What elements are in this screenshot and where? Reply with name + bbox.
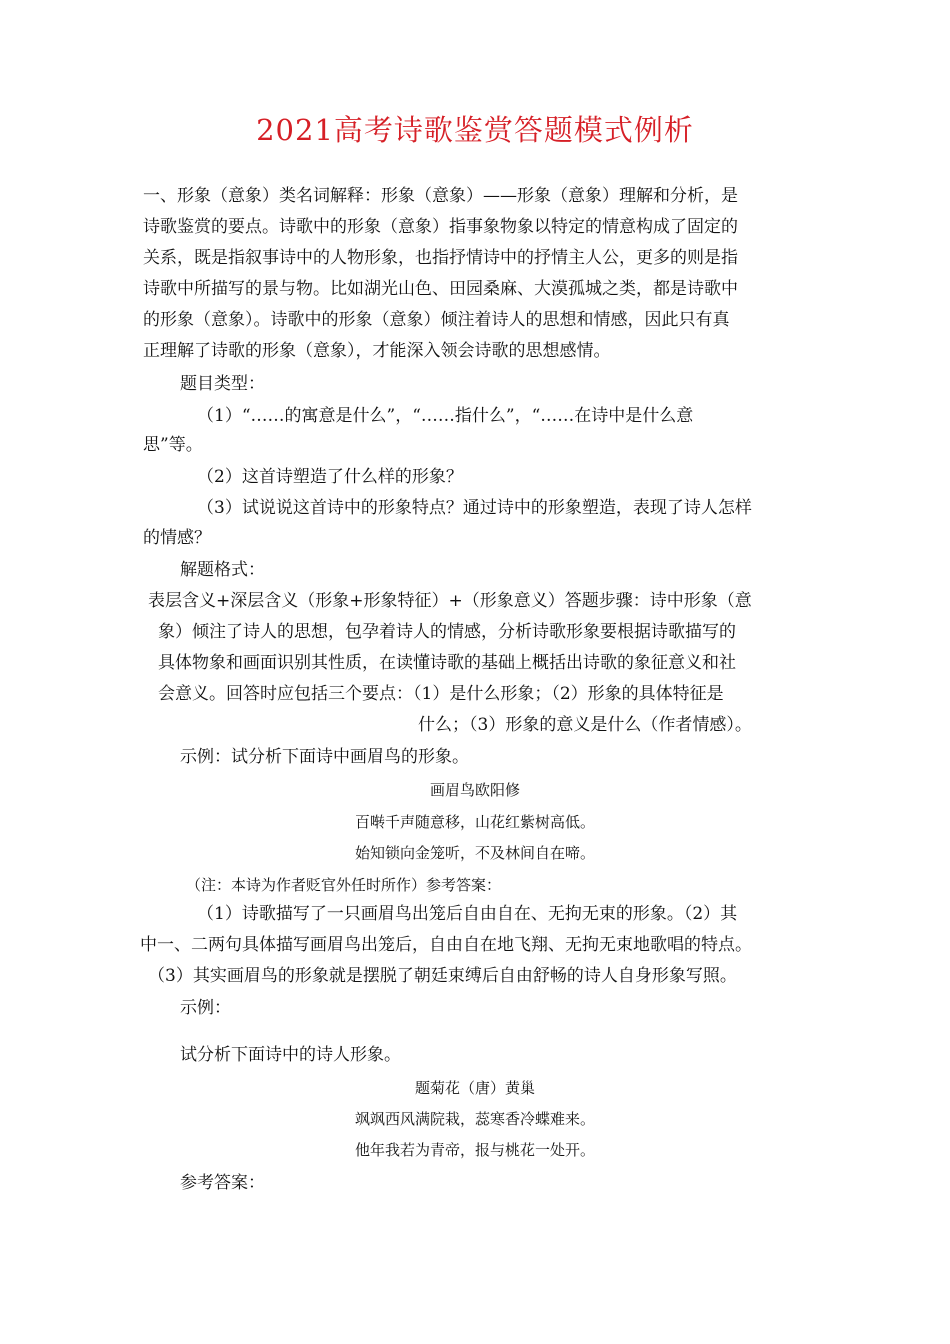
intro-line-6: 正理解了诗歌的形象（意象），才能深入领会诗歌的思想感情。	[143, 341, 611, 361]
question-3-line-1: （3）试说说这首诗中的形象特点？通过诗中的形象塑造，表现了诗人怎样	[197, 498, 752, 518]
poem-1-line-2: 始知锁向金笼听，不及林间自在啼。	[354, 844, 595, 862]
question-1-line-2: 思”等。	[143, 435, 203, 455]
answer-1-line-1: （1）诗歌描写了一只画眉鸟出笼后自由自在、无拘无束的形象。（2）其	[197, 904, 738, 924]
intro-line-1: 一、形象（意象）类名词解释：形象（意象）——形象（意象）理解和分析，是	[143, 186, 738, 206]
format-line-5: 什么；（3）形象的意义是什么（作者情感）。	[418, 715, 752, 735]
format-line-3: 具体物象和画面识别其性质，在读懂诗歌的基础上概括出诗歌的象征意义和社	[158, 653, 736, 673]
poem-1-title: 画眉鸟欧阳修	[429, 781, 520, 799]
question-types-heading: 题目类型：	[180, 374, 265, 394]
poem-2-line-1: 飒飒西风满院栽，蕊寒香冷蝶难来。	[354, 1110, 595, 1128]
document-title: 2021高考诗歌鉴赏答题模式例析	[256, 113, 694, 147]
intro-line-4: 诗歌中所描写的景与物。比如湖光山色、田园桑麻、大漠孤城之类，都是诗歌中	[143, 279, 738, 299]
intro-line-3: 关系，既是指叙事诗中的人物形象，也指抒情诗中的抒情主人公，更多的则是指	[143, 248, 738, 268]
format-heading: 解题格式：	[180, 560, 265, 580]
question-2: （2）这首诗塑造了什么样的形象？	[197, 467, 463, 487]
poem-1-line-1: 百啭千声随意移，山花红紫树高低。	[354, 813, 595, 831]
example-1-prompt: 示例：试分析下面诗中画眉鸟的形象。	[180, 747, 469, 767]
question-1-line-1: （1）“……的寓意是什么”，“……指什么”，“……在诗中是什么意	[197, 406, 694, 426]
example-2-label: 示例：	[180, 998, 231, 1018]
answer-1-line-2: 中一、二两句具体描写画眉鸟出笼后，自由自在地飞翔、无拘无束地歌唱的特点。	[140, 935, 752, 955]
answer-1-line-3: （3）其实画眉鸟的形象就是摆脱了朝廷束缚后自由舒畅的诗人自身形象写照。	[148, 966, 737, 986]
intro-line-2: 诗歌鉴赏的要点。诗歌中的形象（意象）指事象物象以特定的情意构成了固定的	[143, 217, 738, 237]
format-line-2: 象）倾注了诗人的思想，包孕着诗人的情感，分析诗歌形象要根据诗歌描写的	[158, 622, 736, 642]
example-2-prompt: 试分析下面诗中的诗人形象。	[180, 1045, 401, 1065]
poem-2-title: 题菊花（唐）黄巢	[414, 1079, 535, 1097]
format-line-1: 表层含义+深层含义（形象+形象特征）+（形象意义）答题步骤：诗中形象（意	[148, 591, 752, 611]
format-line-4: 会意义。回答时应包括三个要点：（1）是什么形象；（2）形象的具体特征是	[158, 684, 724, 704]
answer-2-label: 参考答案：	[180, 1173, 265, 1193]
poem-1-note: （注：本诗为作者贬官外任时所作）参考答案：	[186, 876, 502, 894]
question-3-line-2: 的情感？	[143, 528, 211, 548]
intro-line-5: 的形象（意象）。诗歌中的形象（意象）倾注着诗人的思想和情感，因此只有真	[143, 310, 730, 330]
poem-2-line-2: 他年我若为青帝，报与桃花一处开。	[354, 1141, 595, 1159]
